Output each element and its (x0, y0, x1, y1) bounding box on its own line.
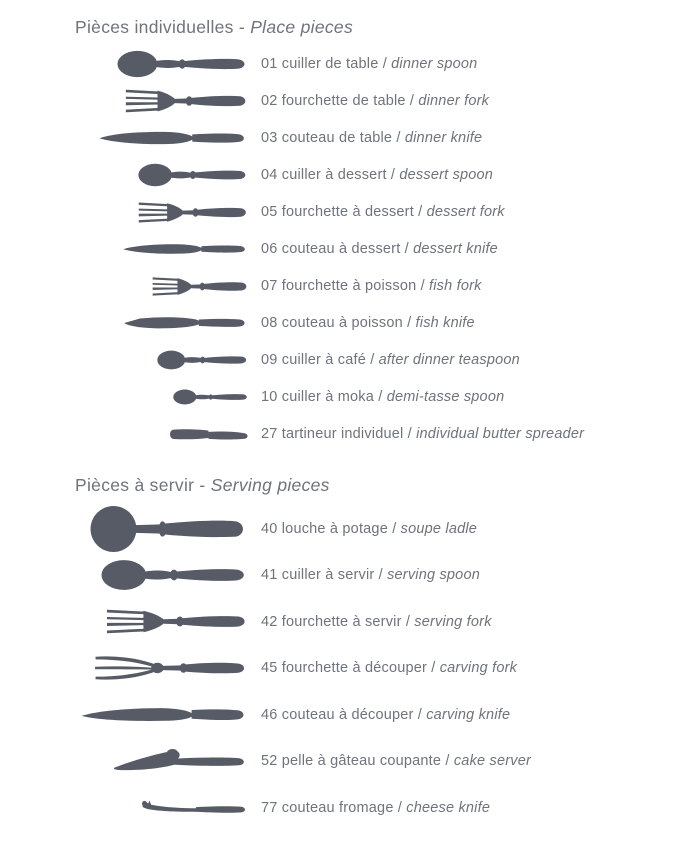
serving-fork-icon (64, 608, 250, 635)
list-item (64, 268, 674, 305)
item-name-fr: louche à potage / (277, 520, 401, 537)
carving-knife-icon (64, 704, 250, 725)
item-label (261, 241, 498, 257)
item-name-en: cake server (453, 753, 532, 770)
list-item (64, 379, 674, 416)
item-label (261, 426, 584, 442)
list-item (64, 645, 674, 692)
list-item (64, 305, 674, 342)
section-title-place-pieces (75, 16, 674, 39)
list-item (64, 552, 674, 599)
item-code: 03 (261, 130, 278, 147)
section-title-en: Place pieces (250, 17, 354, 37)
place-pieces-list (64, 46, 674, 453)
list-item (64, 692, 674, 739)
item-name-en: cheese knife (406, 799, 491, 816)
item-name-fr: couteau à poisson / (277, 315, 416, 332)
serving-spoon-icon (64, 559, 250, 591)
item-code: 10 (261, 389, 278, 406)
item-name-fr: couteau à dessert / (277, 241, 414, 258)
list-item (64, 599, 674, 646)
item-label (261, 315, 475, 331)
item-name-fr: fourchette à poisson / (277, 278, 430, 295)
item-name-en: serving fork (414, 613, 492, 630)
item-name-fr: pelle à gâteau coupante / (277, 753, 454, 770)
section-title-separator: - (233, 17, 251, 37)
cheese-knife-icon (64, 797, 250, 818)
item-code: 06 (261, 241, 278, 258)
item-name-en: individual butter spreader (416, 426, 585, 443)
after-dinner-teaspoon-icon (64, 350, 250, 370)
item-label (261, 352, 520, 368)
item-label (261, 93, 489, 109)
item-name-fr: cuiller à moka / (277, 389, 387, 406)
item-label (261, 167, 493, 183)
carving-fork-icon (64, 655, 250, 681)
item-label (261, 753, 531, 769)
item-name-en: fish fork (429, 278, 482, 295)
list-item (64, 46, 674, 83)
item-name-fr: cuiller à servir / (277, 567, 388, 584)
dinner-fork-icon (64, 88, 250, 114)
item-code: 08 (261, 315, 278, 332)
item-name-fr: fourchette à servir / (277, 613, 415, 630)
item-label (261, 278, 482, 294)
item-code: 45 (261, 660, 278, 677)
item-name-en: dessert knife (413, 241, 498, 258)
item-code: 02 (261, 93, 278, 110)
item-name-en: carving fork (439, 660, 518, 677)
item-code: 41 (261, 567, 278, 584)
list-item (64, 83, 674, 120)
section-place-pieces (64, 16, 674, 453)
item-name-en: after dinner teaspoon (378, 352, 520, 369)
dessert-spoon-icon (64, 163, 250, 187)
dessert-fork-icon (64, 201, 250, 224)
item-code: 27 (261, 426, 278, 443)
item-name-fr: cuiller de table / (277, 56, 392, 73)
item-label (261, 660, 517, 676)
serving-pieces-list (64, 506, 674, 832)
fish-knife-icon (64, 315, 250, 331)
item-name-fr: cuiller à café / (277, 352, 379, 369)
item-name-en: dinner fork (418, 93, 490, 110)
dessert-knife-icon (64, 242, 250, 256)
item-name-en: soupe ladle (400, 520, 478, 537)
item-code: 46 (261, 706, 278, 723)
item-label (261, 567, 480, 583)
item-label (261, 800, 490, 816)
list-item (64, 785, 674, 832)
list-item (64, 231, 674, 268)
item-name-en: dinner spoon (391, 56, 478, 73)
item-label (261, 614, 492, 630)
item-name-fr: fourchette à dessert / (277, 204, 427, 221)
item-name-fr: couteau de table / (277, 130, 405, 147)
fish-fork-icon (64, 276, 250, 297)
item-label (261, 56, 477, 72)
dinner-knife-icon (64, 129, 250, 147)
section-serving-pieces (64, 474, 674, 831)
demi-tasse-spoon-icon (64, 389, 250, 405)
list-item (64, 194, 674, 231)
item-label (261, 707, 510, 723)
section-title-fr: Pièces individuelles (75, 17, 234, 37)
item-code: 01 (261, 56, 278, 73)
item-label (261, 521, 477, 537)
item-name-en: dinner knife (404, 130, 483, 147)
cake-server-icon (64, 747, 250, 775)
item-name-fr: couteau fromage / (277, 799, 407, 816)
list-item (64, 120, 674, 157)
section-title-separator: - (194, 474, 211, 495)
item-name-en: fish knife (415, 315, 475, 332)
item-name-fr: fourchette de table / (277, 93, 419, 110)
item-code: 04 (261, 167, 278, 184)
item-code: 09 (261, 352, 278, 369)
item-code: 40 (261, 520, 278, 537)
dinner-spoon-icon (64, 50, 250, 78)
item-name-en: dessert spoon (399, 167, 494, 184)
item-name-en: carving knife (426, 706, 511, 723)
item-code: 42 (261, 613, 278, 630)
item-name-fr: fourchette à découper / (277, 660, 440, 677)
soup-ladle-icon (64, 506, 250, 552)
item-code: 77 (261, 799, 278, 816)
item-code: 07 (261, 278, 278, 295)
item-name-fr: cuiller à dessert / (277, 167, 400, 184)
item-name-en: dessert fork (426, 204, 505, 221)
item-name-fr: couteau à découper / (277, 706, 427, 723)
item-name-en: serving spoon (387, 567, 480, 584)
butter-spreader-icon (64, 428, 250, 441)
list-item (64, 416, 674, 453)
item-label (261, 389, 504, 405)
item-name-fr: tartineur individuel / (277, 426, 417, 443)
list-item (64, 738, 674, 785)
list-item (64, 506, 674, 553)
section-title-serving-pieces (75, 474, 674, 497)
item-name-en: demi-tasse spoon (386, 389, 505, 406)
list-item (64, 342, 674, 379)
item-code: 52 (261, 753, 278, 770)
list-item (64, 157, 674, 194)
section-title-fr: Pièces à servir (75, 474, 195, 495)
section-title-en: Serving pieces (210, 474, 330, 495)
item-code: 05 (261, 204, 278, 221)
item-label (261, 130, 482, 146)
item-label (261, 204, 505, 220)
